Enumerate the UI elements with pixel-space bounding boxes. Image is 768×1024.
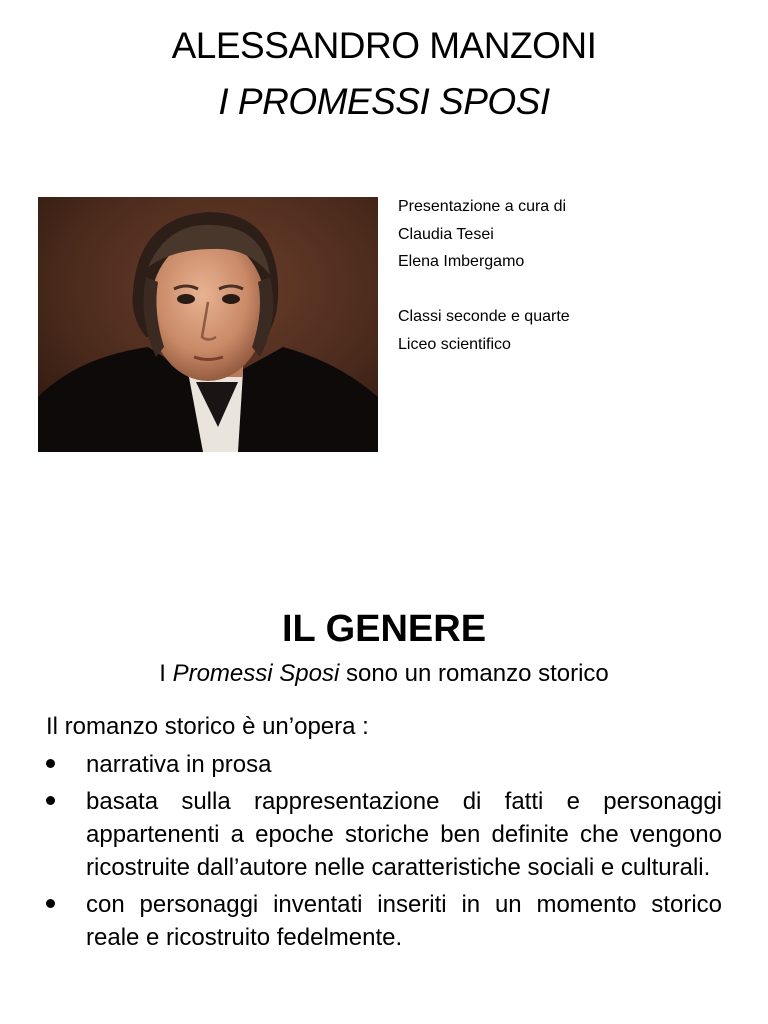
bullet-icon	[46, 796, 55, 805]
bullet-text: basata sulla rappresentazione di fatti e personaggi appartenenti a epoche storiche ben definite che vengono ricostruite dall’autore nelle caratteristiche sociali e culturali.	[86, 788, 722, 881]
genre-title: IL GENERE	[281, 608, 487, 650]
definition-bullet-list	[46, 748, 722, 958]
bullet-icon	[46, 759, 55, 768]
slide-title-work: I PROMESSI SPOSI	[218, 81, 550, 122]
subtitle-prefix: I	[159, 660, 173, 687]
genre-subtitle	[0, 658, 768, 690]
credits-author-1: Claudia Tesei	[398, 225, 494, 243]
definition-intro: Il romanzo storico è un’opera :	[46, 713, 369, 740]
credits-classes: Classi seconde e quarte	[398, 308, 570, 325]
credits-spacer	[398, 276, 738, 304]
manzoni-portrait	[38, 197, 378, 452]
list-item	[46, 785, 722, 884]
subtitle-suffix: sono un romanzo storico	[339, 660, 609, 687]
credits-intro: Presentazione a cura di	[398, 198, 567, 215]
bullet-text: con personaggi inventati inseriti in un momento storico reale e ricostruito fedelmente.	[86, 891, 722, 951]
bullet-text: narrativa in prosa	[86, 751, 272, 778]
bullet-icon	[46, 899, 55, 908]
genre-slide	[0, 590, 768, 1024]
portrait-painting	[38, 197, 378, 452]
credits-author-2: Elena Imbergamo	[398, 253, 525, 270]
slide-title-author: ALESSANDRO MANZONI	[171, 25, 597, 66]
presentation-credits	[398, 193, 738, 358]
title-slide	[0, 0, 768, 500]
list-item	[46, 888, 722, 954]
subtitle-work-title: Promessi Sposi	[172, 660, 340, 687]
list-item	[46, 748, 722, 781]
credits-school: Liceo scientifico	[398, 335, 511, 353]
